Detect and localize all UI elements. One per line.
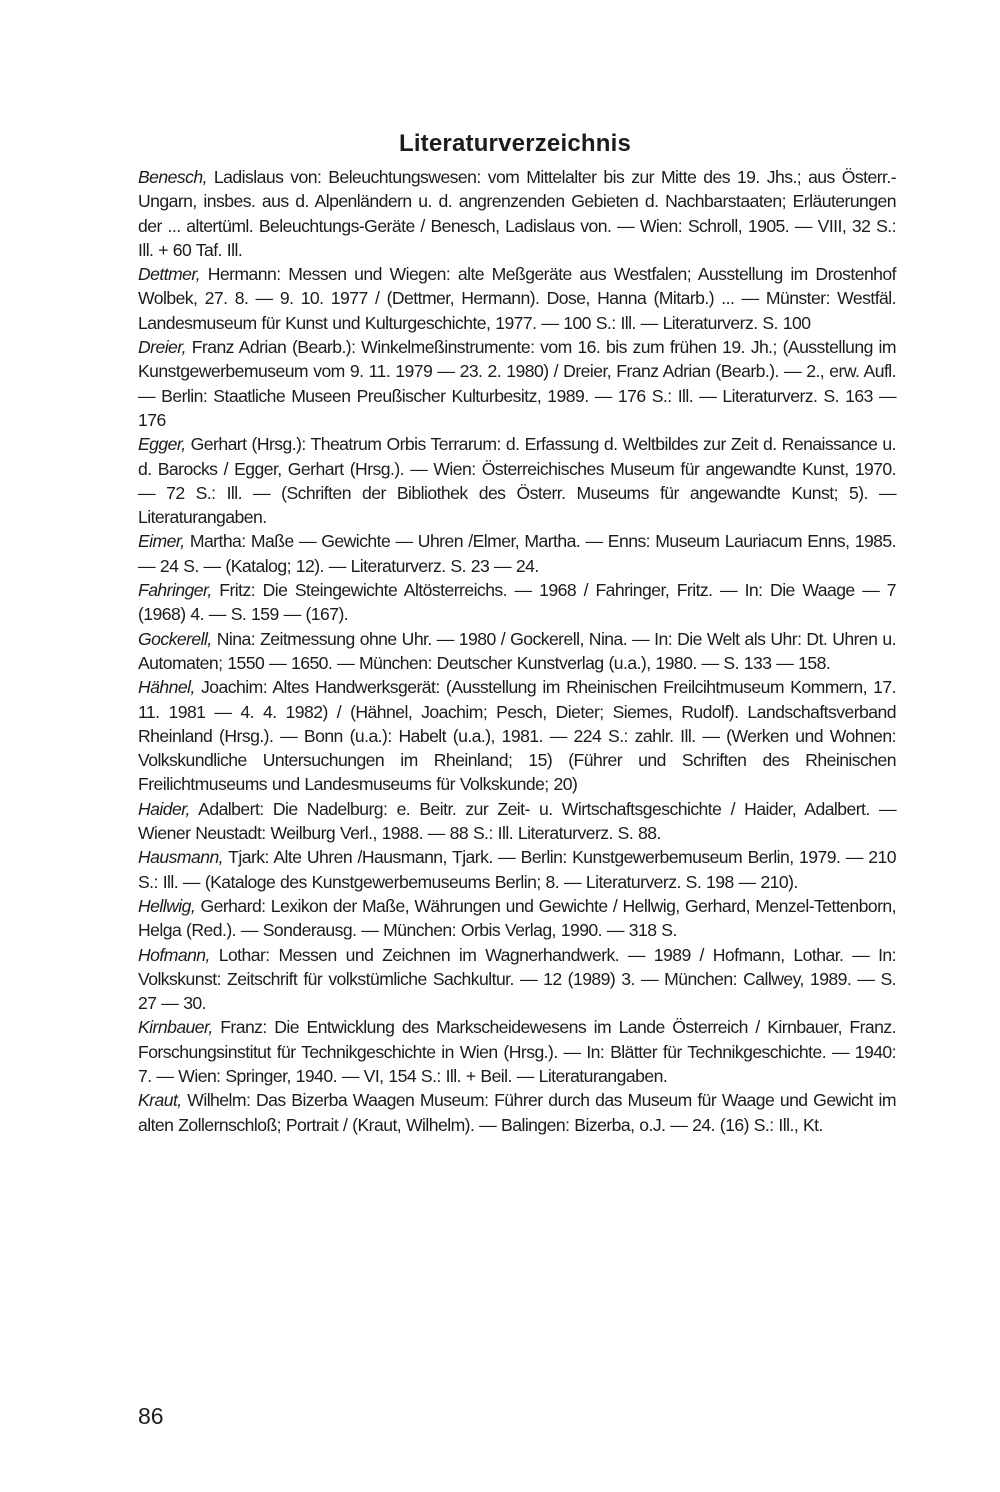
bibliography-entry bbox=[138, 335, 896, 432]
entry-text: Ladislaus von: Beleuchtungswesen: vom Mittelalter bis zur Mitte des 19. Jhs.; aus Österr.-Ungarn, insbes. aus d. Alpenländern u. d. angrenzenden Gebieten d. Nachbarstaaten; Erläuterungen der ... altertüml. Beleuchtungs-Geräte / Benesch, Ladislaus von. — Wien: Schroll, 1905. — VIII, 32 S.: Ill. + 60 Taf. Ill. bbox=[138, 167, 896, 260]
entry-author: Egger, bbox=[138, 434, 186, 455]
entry-author: Benesch, bbox=[138, 167, 207, 187]
page-number: 86 bbox=[138, 1403, 164, 1429]
entry-author: Hähnel, bbox=[138, 677, 195, 698]
bibliography-entry bbox=[138, 627, 896, 676]
bibliography-entry bbox=[138, 165, 896, 262]
bibliography-entry bbox=[138, 675, 896, 796]
entry-text: Franz Adrian (Bearb.): Winkelmeßinstrumente: vom 16. bis zum frühen 19. Jh.; (Ausstellung im Kunstgewerbemuseum vom 9. 11. 1979 — 23. 2. 1980) / Dreier, Franz Adrian (Bearb.). — 2., erw. Aufl. — Berlin: Staatliche Museen Preußischer Kulturbesitz, 1989. — 176 S.: Ill. — Literaturverz. S. 163 — 176 bbox=[138, 337, 896, 430]
entry-author: Haider, bbox=[138, 798, 190, 819]
entry-author: Hofmann, bbox=[138, 944, 210, 965]
entry-author: Kraut, bbox=[138, 1090, 182, 1111]
entry-text: Gerhart (Hrsg.): Theatrum Orbis Terrarum: d. Erfassung d. Weltbildes zur Zeit d. Renaissance u. d. Barocks / Egger, Gerhart (Hrsg.). — Wien: Österreichisches Museum für angewandte Kunst, 1970. — 72 S.: Ill. — (Schriften der Bibliothek des Österr. Museums für angewandte Kunst; 5). — Literaturangaben. bbox=[138, 434, 896, 528]
entry-text: Lothar: Messen und Zeichnen im Wagnerhandwerk. — 1989 / Hofmann, Lothar. — In: Volkskunst: Zeitschrift für volkstümliche Sachkultur. — 12 (1989) 3. — München: Callwey, 1989. — S. 27 — 30. bbox=[138, 944, 896, 1014]
entry-text: Martha: Maße — Gewichte — Uhren /Elmer, Martha. — Enns: Museum Lauriacum Enns, 1985. — 24 S. — (Katalog; 12). — Literaturverz. S. 23 — 24. bbox=[138, 531, 896, 576]
entry-text: Joachim: Altes Handwerksgerät: (Ausstellung im Rheinischen Freilcihtmuseum Kommern, 17. 11. 1981 — 4. 4. 1982) / (Hähnel, Joachim; Pesch, Dieter; Siemes, Rudolf). Landschaftsverband Rheinland (Hrsg.). — Bonn (u.a.): Habelt (u.a.), 1981. — 224 S.: zahlr. Ill. — (Werken und Wohnen: Volkskundliche Untersuchungen im Rheinland; 15) (Führer und Schriften des Rheinischen Freilichtmuseums und Landesmuseums für Volkskunde; 20) bbox=[138, 677, 896, 795]
entry-text: Adalbert: Die Nadelburg: e. Beitr. zur Zeit- u. Wirtschaftsgeschichte / Haider, Adalbert. — Wiener Neustadt: Weilburg Verl., 1988. — 88 S.: Ill. Literaturverz. S. 88. bbox=[138, 798, 896, 844]
entry-author: Fahringer, bbox=[138, 580, 212, 601]
bibliography-entry bbox=[138, 529, 896, 578]
entry-text: Tjark: Alte Uhren /Hausmann, Tjark. — Berlin: Kunstgewerbemuseum Berlin, 1979. — 210 S.: Ill. — (Kataloge des Kunstgewerbemuseums Berlin; 8. — Literaturverz. S. 198 — 210). bbox=[138, 847, 896, 892]
entry-author: Eimer, bbox=[138, 531, 185, 552]
entry-author: Gockerell, bbox=[138, 628, 212, 649]
entry-author: Hausmann, bbox=[138, 847, 224, 868]
bibliography-entry bbox=[138, 578, 896, 627]
bibliography-entry bbox=[138, 797, 896, 846]
bibliography-entry bbox=[138, 894, 896, 943]
bibliography-entry bbox=[138, 943, 896, 1016]
entry-text: Nina: Zeitmessung ohne Uhr. — 1980 / Gockerell, Nina. — In: Die Welt als Uhr: Dt. Uhren u. Automaten; 1550 — 1650. — München: Deutscher Kunstverlag (u.a.), 1980. — S. 133 — 158. bbox=[138, 628, 896, 673]
entry-text: Franz: Die Entwicklung des Markscheidewesens im Lande Österreich / Kirnbauer, Franz. Forschungsinstitut für Technikgeschichte in Wien (Hrsg.). — In: Blätter für Technikgeschichte. — 1940: 7. — Wien: Springer, 1940. — VI, 154 S.: Ill. + Beil. — Literaturangaben. bbox=[138, 1017, 896, 1086]
entry-text: Gerhard: Lexikon der Maße, Währungen und Gewichte / Hellwig, Gerhard, Menzel-Tettenborn, Helga (Red.). — Sonderausg. — München: Orbis Verlag, 1990. — 318 S. bbox=[138, 895, 896, 941]
bibliography-entry bbox=[138, 1088, 896, 1137]
bibliography-entry bbox=[138, 432, 896, 529]
bibliography-list bbox=[138, 165, 896, 1137]
entry-author: Dettmer, bbox=[138, 264, 201, 285]
bibliography-entry bbox=[138, 1015, 896, 1088]
entry-author: Kirnbauer, bbox=[138, 1017, 213, 1038]
bibliography-entry bbox=[138, 262, 896, 335]
entry-author: Hellwig, bbox=[138, 895, 196, 916]
entry-text: Fritz: Die Steingewichte Altösterreichs. — 1968 / Fahringer, Fritz. — In: Die Waage — 7 (1968) 4. — S. 159 — (167). bbox=[138, 580, 896, 625]
bibliography-entry bbox=[138, 845, 896, 894]
entry-text: Hermann: Messen und Wiegen: alte Meßgeräte aus Westfalen; Ausstellung im Drostenhof Wolbek, 27. 8. — 9. 10. 1977 / (Dettmer, Hermann). Dose, Hanna (Mitarb.) ... — Münster: Westfäl. Landesmuseum für Kunst und Kulturgeschichte, 1977. — 100 S.: Ill. — Literaturverz. S. 100 bbox=[138, 264, 896, 333]
entry-text: Wilhelm: Das Bizerba Waagen Museum: Führer durch das Museum für Waage und Gewicht im alten Zollernschloß; Portrait / (Kraut, Wilhelm). — Balingen: Bizerba, o.J. — 24. (16) S.: Ill., Kt. bbox=[138, 1090, 896, 1135]
entry-author: Dreier, bbox=[138, 337, 186, 358]
page-title: Literaturverzeichnis bbox=[398, 130, 632, 158]
